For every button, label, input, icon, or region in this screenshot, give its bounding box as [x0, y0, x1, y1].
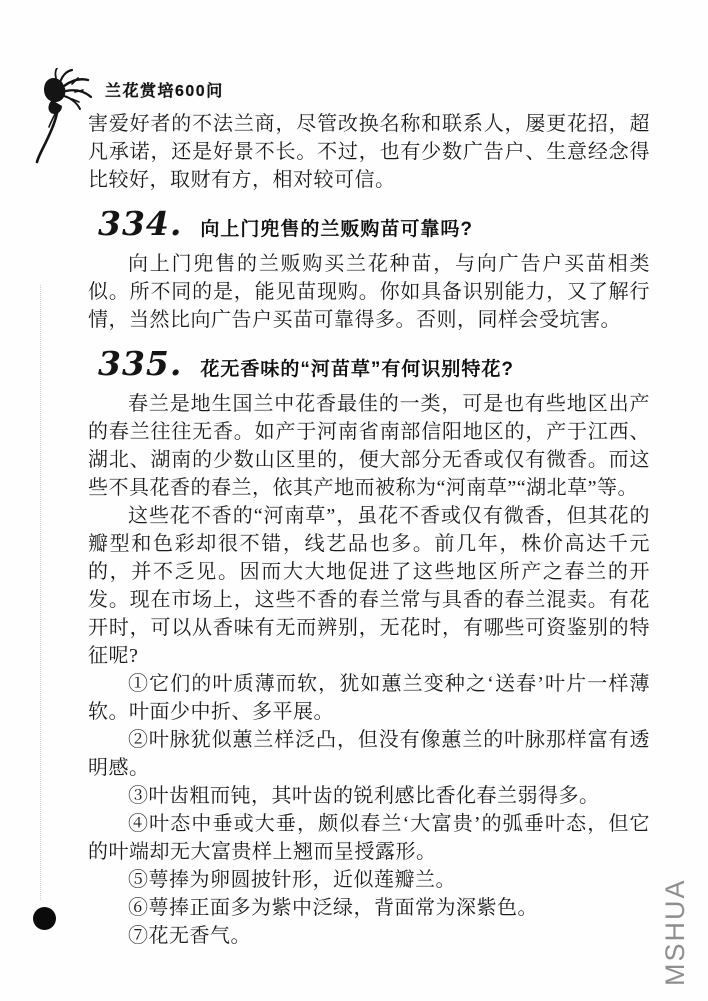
- list-item: ⑥萼捧正面多为紫中泛绿，背面常为深紫色。: [128, 897, 538, 919]
- list-item: ④叶态中垂或大垂，颇似春兰‘大富贵’的弧垂叶态，但它的叶端却无大富贵样上翘而呈授露形。: [88, 813, 650, 863]
- question-number: 334.: [98, 204, 183, 243]
- question-335-heading: [98, 346, 650, 382]
- page-marker-dot: [33, 907, 56, 930]
- list-item: ③叶齿粗而钝，其叶齿的锐利感比香化春兰弱得多。: [128, 785, 600, 807]
- list-item: ⑦花无香气。: [128, 925, 251, 947]
- intro-paragraph: 害爱好者的不法兰商，尽管改换名称和联系人，屡更花招，超凡承诺，还是好景不长。不过，也有少数广告户、生意经念得比较好，取财有方，相对较可信。: [88, 113, 650, 191]
- question-title: 花无香味的“河苗草”有何识别特花?: [200, 359, 514, 380]
- question-335-paragraph-2: 这些花不香的“河南草”，虽花不香或仅有微香，但其花的瓣型和色彩却很不错，线艺品也多。前几年，株价高达千元的，并不乏见。因而大大地促进了这些地区所产之春兰的开发。现在市场上，这些不香的春兰常与具香的春兰混卖。有花开时，可以从香味有无而辨别，无花时，有哪些可资鉴别的特征呢?: [88, 505, 650, 667]
- watermark: MSHUA: [660, 878, 690, 986]
- list-item: ⑤萼捧为卵圆披针形，近似莲瓣兰。: [128, 869, 456, 891]
- list-item: ①它们的叶质薄而软，犹如蕙兰变种之‘送春’叶片一样薄软。叶面少中折、多平展。: [88, 673, 650, 723]
- book-title: 兰花赏培600问: [105, 83, 224, 100]
- question-334-answer: 向上门兜售的兰贩购买兰花种苗，与向广告户买苗相类似。所不同的是，能见苗现购。你如具备识别能力，又了解行情，当然比向广告户买苗可靠得多。否则，同样会受坑害。: [88, 253, 650, 331]
- scan-margin-dotted-line: [40, 285, 41, 900]
- question-number: 335.: [98, 344, 183, 383]
- question-title: 向上门兜售的兰贩购苗可靠吗?: [200, 219, 473, 240]
- question-335-paragraph-1: 春兰是地生国兰中花香最佳的一类，可是也有些地区出产的春兰往往无香。如产于河南省南部信阳地区的，产于江西、湖北、湖南的少数山区里的，便大部分无香或仅有微香。而这些不具花香的春兰，依其产地而被称为“河南草”“湖北草”等。: [88, 393, 650, 499]
- question-334-heading: [98, 206, 650, 242]
- list-item: ②叶脉犹似蕙兰样泛凸，但没有像蕙兰的叶脉那样富有透明感。: [88, 729, 650, 779]
- text-column: [88, 0, 650, 950]
